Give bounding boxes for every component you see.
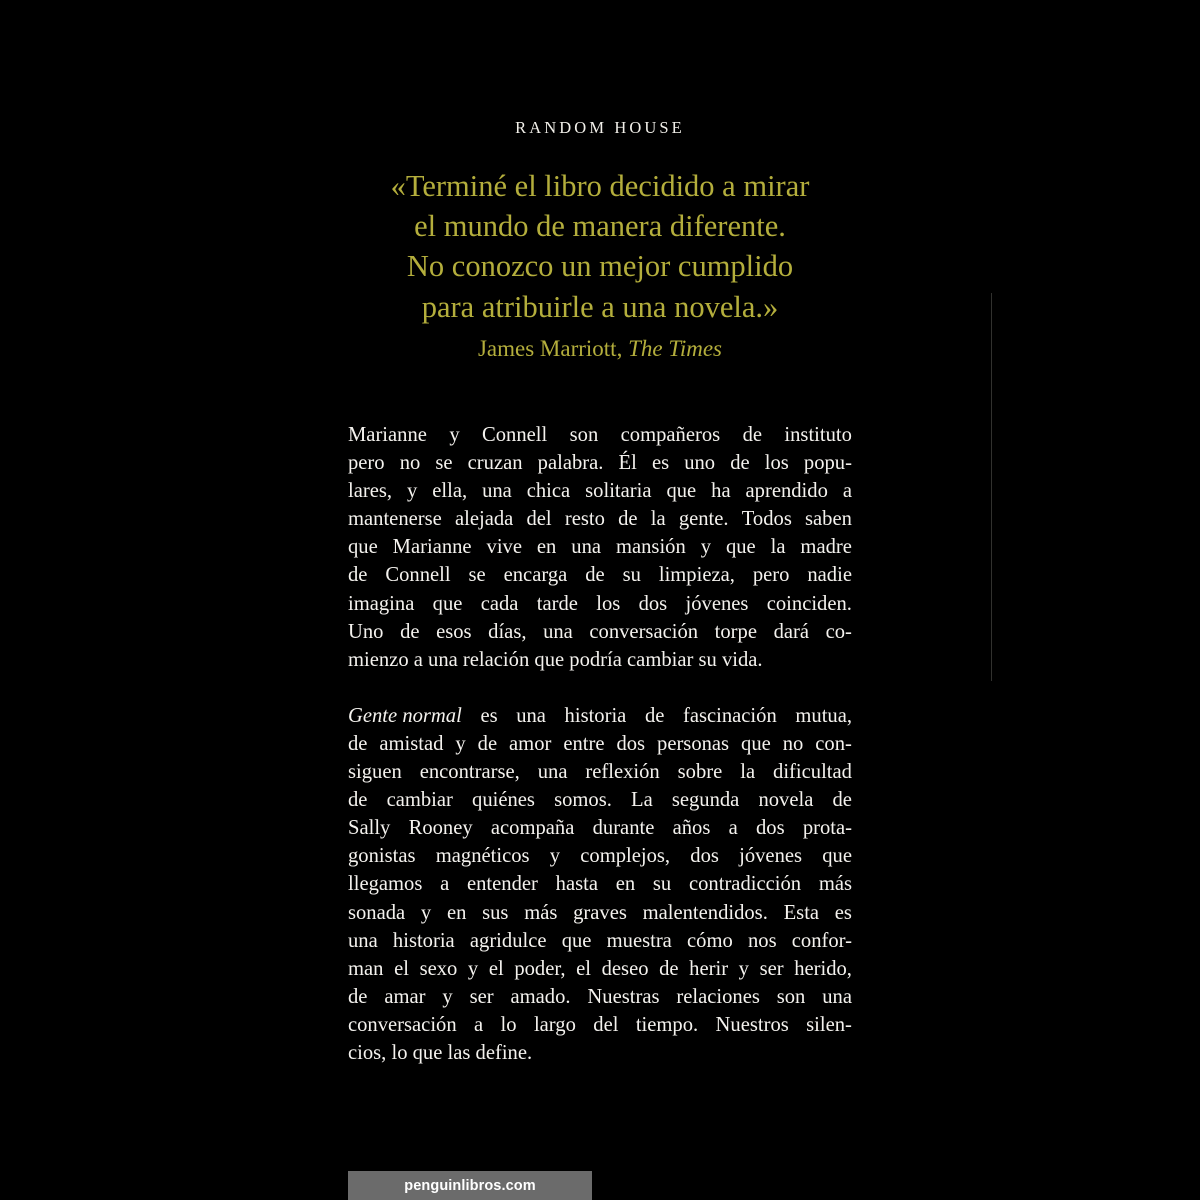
blurb-word: tiempo.	[635, 1013, 699, 1036]
blurb-word: resto	[564, 508, 605, 531]
blurb-word: sonada	[348, 901, 406, 924]
blurb-word: popu-	[803, 452, 852, 475]
blurb-word: pero	[348, 452, 385, 475]
blurb-word: reflexión	[585, 761, 660, 784]
blurb-word: magnéticos	[435, 845, 530, 868]
blurb-line	[348, 899, 852, 927]
blurb-word: malentendidos.	[642, 901, 768, 924]
blurb-word: entender	[467, 873, 538, 896]
blurb-word: y	[449, 424, 460, 446]
blurb-line-with-title	[348, 702, 852, 730]
blurb-word: dos	[690, 845, 719, 868]
blurb-word: segunda	[671, 789, 740, 812]
blurb-word: historia	[392, 929, 455, 952]
blurb-word: Uno	[348, 620, 384, 643]
blurb-word: son	[776, 985, 806, 1008]
blurb-word: a	[440, 873, 450, 896]
blurb-word: durante	[592, 817, 655, 840]
blurb-word: imagina	[348, 592, 415, 615]
blurb-word: cruzan	[467, 452, 523, 475]
blurb-word: herir	[689, 957, 729, 980]
blurb-word: son	[569, 424, 599, 446]
pull-quote-line-4: para atribuirle a una novela.»	[421, 289, 779, 324]
blurb-word: amor	[509, 732, 552, 755]
blurb-line	[348, 983, 852, 1011]
blurb-word: silen-	[806, 1013, 852, 1036]
blurb-word: su	[652, 873, 672, 896]
blurb-word: prota-	[802, 817, 852, 840]
blurb-word: los	[596, 592, 621, 615]
blurb-word: y	[549, 845, 561, 868]
blurb-word: Nuestros	[715, 1013, 789, 1036]
blurb-word: Todos	[741, 508, 792, 531]
blurb-word: ser	[759, 957, 784, 980]
blurb-word: a	[474, 1013, 484, 1036]
pull-quote-attribution	[330, 332, 870, 366]
attribution-source: The Times	[628, 335, 723, 361]
blurb-word: que	[666, 480, 697, 503]
blurb-word: lares,	[348, 480, 393, 503]
blurb-word: amado.	[510, 985, 571, 1008]
blurb-word: man	[348, 957, 384, 980]
blurb-word: complejos,	[580, 845, 671, 868]
blurb-word: que	[432, 592, 463, 615]
blurb-line	[348, 449, 852, 477]
blurb-word: deseo	[601, 957, 649, 980]
blurb-word: dos	[755, 817, 785, 840]
pull-quote	[330, 166, 870, 366]
blurb-word: agridulce	[469, 929, 547, 952]
blurb-line	[348, 561, 852, 589]
blurb-word: en	[536, 536, 557, 559]
blurb-word: y	[700, 536, 711, 559]
blurb-line: cios, lo que las define.	[348, 1041, 533, 1064]
blurb-word: jóvenes	[739, 845, 803, 868]
blurb-word: lo	[500, 1013, 517, 1036]
blurb-word: cómo	[687, 929, 733, 952]
blurb-word: graves	[573, 901, 627, 924]
blurb-word: Nuestras	[587, 985, 660, 1008]
blurb-word: la	[650, 508, 666, 531]
blurb-word: y	[738, 957, 749, 980]
blurb-word: que	[822, 845, 852, 868]
blurb-word: vive	[486, 536, 522, 559]
blurb-word: en	[446, 901, 467, 924]
blurb-word: de	[348, 789, 368, 812]
blurb-line	[348, 730, 852, 758]
blurb-word: de	[348, 732, 368, 755]
blurb-word: el	[394, 957, 409, 980]
blurb-word: sexo	[419, 957, 458, 980]
blurb-word: en	[615, 873, 636, 896]
blurb-word: su	[622, 564, 641, 587]
blurb-word: tarde	[536, 592, 578, 615]
blurb-word: y	[455, 732, 466, 755]
blurb-word: la	[770, 536, 786, 559]
blurb-word: que	[741, 732, 771, 755]
blurb-line	[348, 590, 852, 618]
blurb-word: gonistas	[348, 845, 416, 868]
blurb-word: nadie	[807, 564, 852, 587]
blurb-word: esos	[436, 620, 472, 643]
blurb-line	[348, 927, 852, 955]
blurb-word: años	[672, 817, 711, 840]
blurb-word: más	[818, 873, 852, 896]
blurb-word: conversación	[589, 620, 699, 643]
blurb-word: chica	[526, 480, 571, 503]
blurb-word: una	[571, 536, 602, 559]
blurb-word: Connell	[385, 564, 451, 587]
blurb-word: fascinación	[682, 704, 777, 727]
blurb-word: de	[348, 564, 368, 587]
blurb-word: ha	[711, 480, 731, 503]
blurb-word: ella,	[432, 480, 468, 503]
blurb-word: una	[348, 929, 378, 952]
blurb-line	[348, 1011, 852, 1039]
blurb-line	[348, 758, 852, 786]
blurb	[348, 421, 852, 1067]
blurb-word: es	[480, 704, 498, 727]
blurb-word: una	[482, 480, 512, 503]
blurb-word: y	[406, 480, 418, 503]
blurb-word: Sally	[348, 817, 391, 840]
blurb-word: y	[442, 985, 453, 1008]
blurb-word: cada	[480, 592, 519, 615]
blurb-word: que	[561, 929, 592, 952]
blurb-word: confor-	[791, 929, 852, 952]
blurb-word: cambiar	[386, 789, 453, 812]
attribution-author: James Marriott,	[477, 335, 623, 361]
blurb-word: de	[348, 985, 368, 1008]
blurb-line	[348, 814, 852, 842]
blurb-word: muestra	[606, 929, 672, 952]
blurb-word: sobre	[677, 761, 723, 784]
blurb-word: no	[399, 452, 421, 475]
work-title: Gente normal	[348, 704, 462, 727]
blurb-word: alejada	[454, 508, 514, 531]
blurb-line	[348, 618, 852, 646]
blurb-word: una	[543, 620, 573, 643]
blurb-word: hasta	[555, 873, 598, 896]
blurb-line	[348, 842, 852, 870]
pull-quote-line-1: «Terminé el libro decidido a mirar	[390, 169, 810, 203]
blurb-word: amar	[384, 985, 426, 1008]
blurb-word: de	[832, 789, 852, 812]
blurb-word: es	[651, 452, 670, 475]
blurb-word: personas	[657, 732, 730, 755]
blurb-word: Esta	[783, 901, 820, 924]
blurb-word: de	[585, 564, 605, 587]
blurb-word: una	[516, 704, 546, 727]
blurb-word: herido,	[794, 957, 852, 980]
blurb-word: uno	[684, 452, 716, 475]
blurb-word: a	[842, 480, 852, 503]
blurb-word: solitaria	[585, 480, 652, 503]
blurb-paragraph-2	[348, 702, 852, 1067]
pull-quote-line-2: el mundo de manera diferente.	[414, 209, 786, 244]
blurb-word: Marianne	[348, 424, 427, 446]
blurb-word: jóvenes	[685, 592, 749, 615]
blurb-word: una	[822, 985, 852, 1008]
blurb-word: aprendido	[745, 480, 828, 503]
blurb-word: instituto	[784, 424, 852, 446]
publisher-imprint: RANDOM HOUSE	[515, 118, 685, 137]
blurb-word: encontrarse,	[419, 761, 520, 784]
blurb-word: de	[400, 620, 420, 643]
blurb-word: llegamos	[348, 873, 423, 896]
publisher-web-banner[interactable]	[348, 1171, 592, 1200]
blurb-line	[348, 786, 852, 814]
blurb-word: quiénes	[472, 789, 535, 812]
blurb-word: más	[524, 901, 558, 924]
blurb-word: y	[467, 957, 479, 980]
decorative-vertical-rule	[991, 293, 992, 681]
blurb-word: se	[435, 452, 453, 475]
blurb-word: de	[730, 452, 750, 475]
blurb-word: sus	[482, 901, 509, 924]
blurb-word: la	[740, 761, 756, 784]
blurb-word: dará	[773, 620, 809, 643]
blurb-word: torpe	[714, 620, 757, 643]
blurb-word: relaciones	[676, 985, 760, 1008]
blurb-line	[348, 477, 852, 505]
blurb-word: del	[526, 508, 552, 531]
blurb-line	[348, 505, 852, 533]
blurb-word: es	[834, 901, 852, 924]
blurb-word: contradicción	[688, 873, 802, 896]
blurb-word: historia	[564, 704, 627, 727]
blurb-word: compañeros	[620, 424, 721, 446]
blurb-word: ser	[469, 985, 494, 1008]
blurb-word: de	[644, 704, 665, 727]
blurb-word: se	[468, 564, 486, 587]
blurb-word: dificultad	[773, 761, 852, 784]
blurb-word: mutua,	[795, 704, 852, 727]
blurb-word: novela	[758, 789, 814, 812]
blurb-word: palabra.	[537, 452, 604, 475]
blurb-word: somos.	[554, 789, 612, 812]
pull-quote-line-3: No conozco un mejor cumplido	[406, 249, 794, 284]
blurb-word: nos	[747, 929, 777, 952]
blurb-word: de	[742, 424, 762, 446]
blurb-word: amistad	[379, 732, 444, 755]
blurb-word: Él	[618, 452, 637, 475]
blurb-word: entre	[563, 732, 605, 755]
blurb-word: Rooney	[408, 817, 473, 840]
blurb-word: de	[659, 957, 679, 980]
blurb-word: que	[725, 536, 756, 559]
blurb-word: conversación	[348, 1013, 457, 1036]
blurb-word: pero	[752, 564, 790, 587]
blurb-line: mienzo a una relación que podría cambiar su vida.	[348, 648, 763, 671]
blurb-word: una	[537, 761, 568, 784]
blurb-line	[348, 421, 852, 449]
blurb-word: días,	[488, 620, 527, 643]
blurb-word: Marianne	[392, 536, 472, 559]
blurb-word: y	[420, 901, 432, 924]
blurb-word: limpieza,	[658, 564, 735, 587]
blurb-word: acompaña	[490, 817, 575, 840]
blurb-word: dos	[616, 732, 646, 755]
blurb-word: a	[728, 817, 738, 840]
blurb-word: encarga	[503, 564, 568, 587]
blurb-word: los	[764, 452, 789, 475]
blurb-word: de	[618, 508, 638, 531]
publisher-web-url: penguinlibros.com	[404, 1177, 536, 1194]
blurb-paragraph-1	[348, 421, 852, 674]
blurb-word: siguen	[348, 761, 402, 784]
blurb-line	[348, 533, 852, 561]
blurb-line	[348, 955, 852, 983]
blurb-word: largo	[533, 1013, 576, 1036]
blurb-word: gente.	[678, 508, 729, 531]
blurb-line	[348, 870, 852, 898]
blurb-word: del	[593, 1013, 619, 1036]
blurb-word: con-	[815, 732, 852, 755]
blurb-word: La	[630, 789, 653, 812]
blurb-word	[348, 702, 462, 730]
blurb-word: saben	[805, 508, 852, 531]
blurb-word: poder,	[514, 957, 566, 980]
blurb-word: de	[477, 732, 498, 755]
blurb-word: el	[488, 957, 504, 980]
blurb-word: mantenerse	[348, 508, 442, 531]
blurb-word: el	[576, 957, 592, 980]
blurb-word: coinciden.	[766, 592, 852, 615]
blurb-word: no	[782, 732, 804, 755]
blurb-word: dos	[638, 592, 668, 615]
blurb-word: mansión	[615, 536, 686, 559]
blurb-word: que	[348, 536, 378, 559]
blurb-word: madre	[800, 536, 852, 559]
blurb-word: Connell	[482, 424, 548, 446]
blurb-word: co-	[825, 620, 852, 643]
